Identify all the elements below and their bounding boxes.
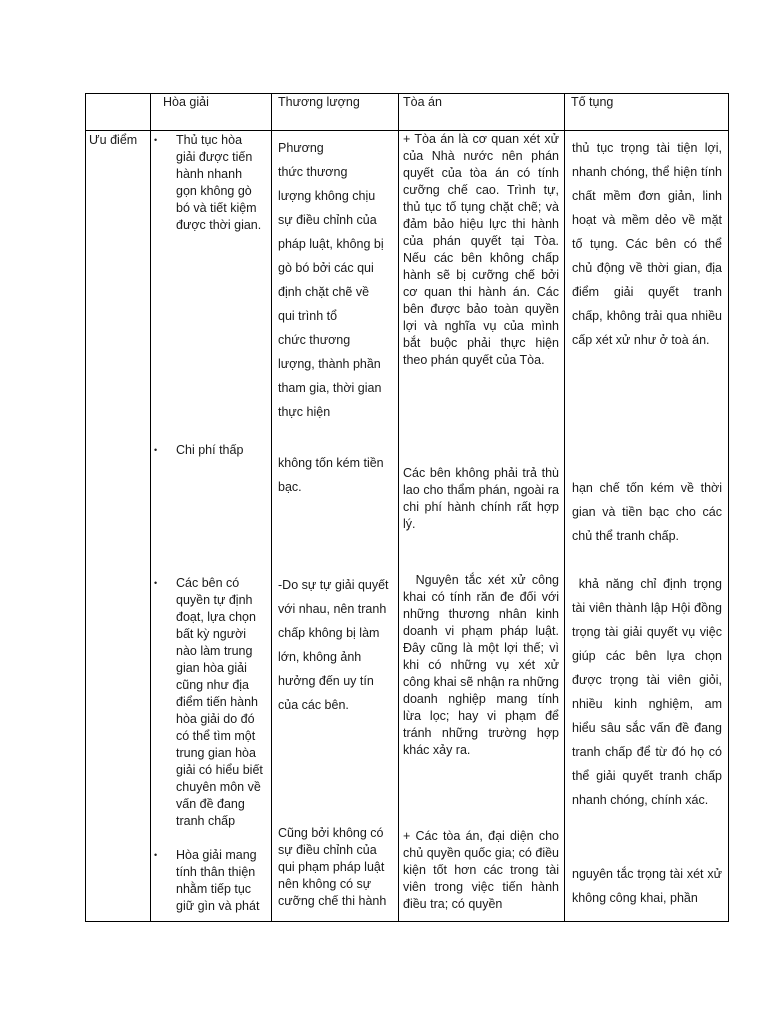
column-divider-2	[271, 93, 272, 922]
thuong-luong-text-1: Phương thức thương lượng không chịu sự điều chỉnh của pháp luật, không bị gò bó bởi các qui định chặt chẽ về qui trình tổ chức thương lượng, thành phần tham gia, thời gian thực hiện	[278, 141, 384, 419]
to-tung-text-1: thủ tục trọng tài tiện lợi, nhanh chóng, thể hiện tính chất mềm đơn giản, linh hoạt và mềm dẻo về mặt tố tụng. Các bên có thể chủ động về thời gian, địa điểm giải quyết tranh chấp, không trải qua nhiều cấp xét xử như ở toà án.	[572, 141, 722, 347]
table-border-left	[85, 93, 86, 922]
toa-an-text-1: + Tòa án là cơ quan xét xử của Nhà nước nên phán quyết của tòa án có tính cưỡng chế cao. Trình tự, thủ tục tố tụng chặt chẽ; và đảm bảo hiệu lực thi hành của phán quyết tại Tòa. Nếu các bên không chấp hành sẽ bị cưỡng chế bởi cơ quan thi hành án. Các bên được bảo toàn quyền lợi và nghĩa vụ của mình bắt buộc phải thực hiện theo phán quyết của Tòa.	[403, 132, 559, 367]
toa-an-text-3: Nguyên tắc xét xử công khai có tính răn đe đối với những thương nhân kinh doanh vi phạm pháp luật. Đây cũng là một lợi thế; vì khi có những vụ xét xử công khai sẽ nhận ra những doanh nghiệp mang tính lừa lọc; hay vi phạm để tránh những trường hợp khác xảy ra.	[403, 573, 563, 757]
thuong-luong-text-4: Cũng bởi không có sự điều chỉnh của qui phạm pháp luật nên không có sự cưỡng chế thi hành	[278, 826, 387, 908]
column-divider-4	[564, 93, 565, 922]
table-border-top	[85, 93, 729, 94]
hoa-giai-point-2: Chi phí thấp	[176, 443, 244, 457]
toa-an-text-4: + Các tòa án, đại diện cho chủ quyền quốc gia; có điều kiện tốt hơn các trong tài viên trong việc tiến hành điều tra; có quyền	[403, 829, 559, 911]
column-divider-3	[398, 93, 399, 922]
header-hoa-giai: Hòa giải	[163, 95, 209, 109]
bullet-icon: •	[154, 578, 158, 588]
bullet-icon: •	[154, 850, 158, 860]
hoa-giai-point-1: Thủ tục hòa giải được tiến hành nhanh gọn không gò bó và tiết kiệm được thời gian.	[176, 133, 262, 232]
column-divider-1	[150, 93, 151, 922]
bullet-icon: •	[154, 445, 158, 455]
row-label-uu-diem: Ưu điểm	[89, 133, 138, 147]
to-tung-text-3: khả năng chỉ định trọng tài viên thành lập Hội đồng trọng tài giải quyết vụ việc giúp các bên lựa chọn được trọng tài viên giỏi, nhiều kinh nghiệm, am hiểu sâu sắc vấn đề đang tranh chấp để từ đó họ có thể giải quyết tranh chấp nhanh chóng, chính xác.	[572, 577, 726, 807]
hoa-giai-point-3: Các bên có quyền tự định đoạt, lựa chọn bất kỳ người nào làm trung gian hòa giải cũng như địa điểm tiến hành hòa giải do đó có thể tìm một trung gian hòa giải có hiểu biết chuyên môn về vấn đề đang tranh chấp	[176, 576, 263, 828]
thuong-luong-text-2: không tốn kém tiền bạc.	[278, 456, 384, 494]
hoa-giai-point-4: Hòa giải mang tính thân thiện nhằm tiếp tục giữ gìn và phát	[176, 848, 260, 913]
bullet-icon: •	[154, 135, 158, 145]
thuong-luong-text-3: -Do sự tự giải quyết với nhau, nên tranh chấp không bị làm lớn, không ảnh hưởng đến uy tín của các bên.	[278, 578, 389, 712]
table-border-right	[728, 93, 729, 922]
header-to-tung: Tố tụng	[571, 95, 614, 109]
header-thuong-luong: Thương lượng	[278, 95, 360, 109]
toa-an-text-2: Các bên không phải trả thù lao cho thẩm phán, ngoài ra chi phí hành chính rất hợp lý.	[403, 466, 559, 531]
to-tung-text-4: nguyên tắc trọng tài xét xử không công khai, phần	[572, 867, 722, 905]
table-border-bottom	[85, 921, 729, 922]
header-toa-an: Tòa án	[403, 95, 442, 109]
to-tung-text-2: hạn chế tốn kém về thời gian và tiền bạc cho các chủ thể tranh chấp.	[572, 481, 722, 543]
